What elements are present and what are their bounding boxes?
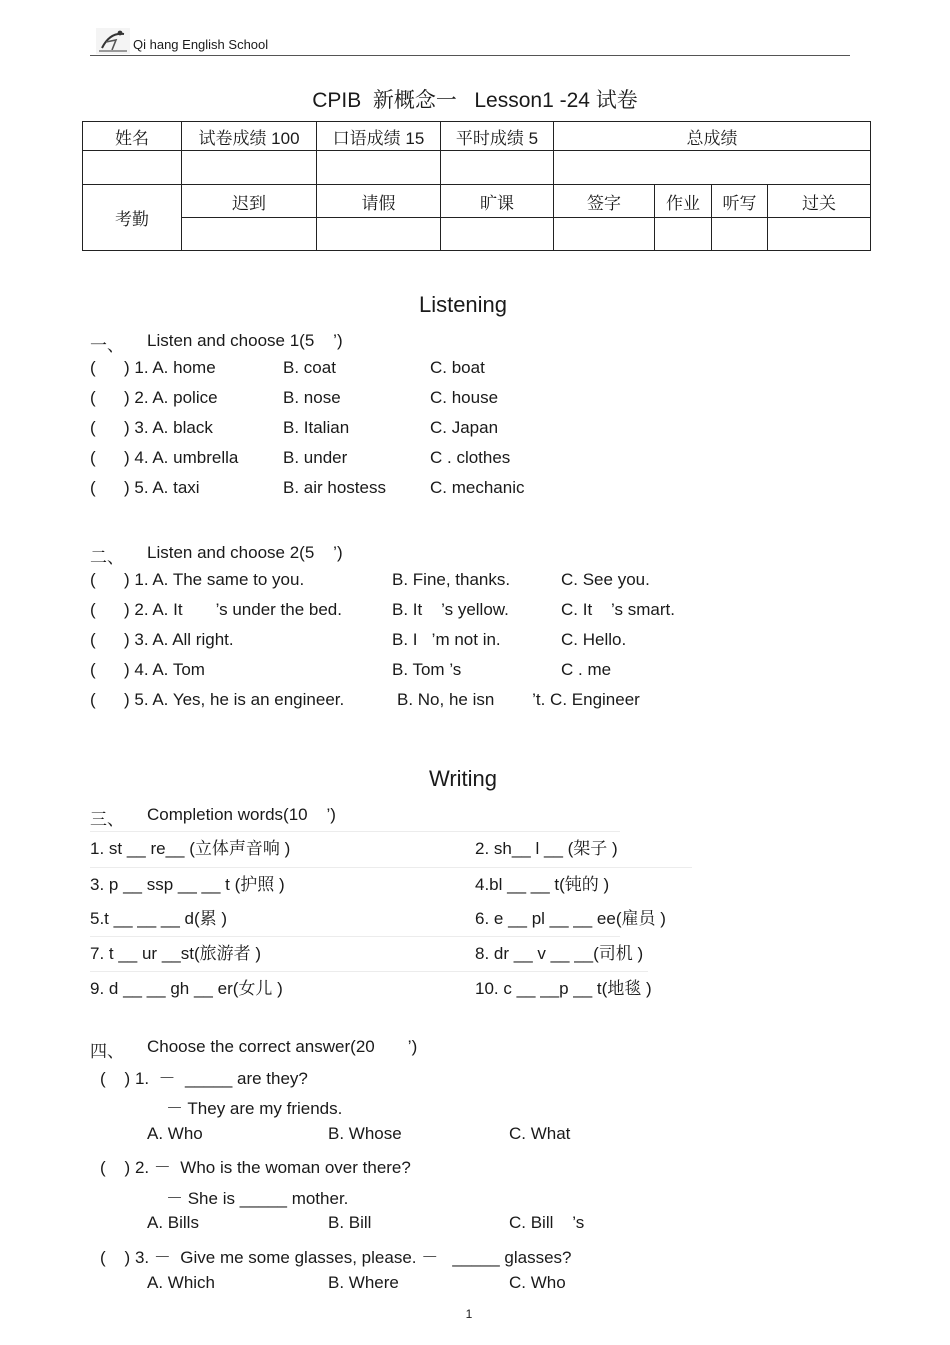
word-9: 9. d __ __ gh __ er(女儿 ) bbox=[90, 979, 283, 998]
p1-q1-b: B. coat bbox=[283, 358, 336, 377]
p4-q1-a: A. Who bbox=[147, 1124, 203, 1143]
part3-label: Completion words(10 ’) bbox=[147, 805, 336, 824]
p4-q1: ( ) 1. － _____ are they? bbox=[100, 1069, 308, 1088]
p2-q2-b: B. It ’s yellow. bbox=[392, 600, 509, 619]
oral-score-cell[interactable] bbox=[317, 151, 441, 185]
row-rule bbox=[90, 936, 620, 937]
p4-q3: ( ) 3. － Give me some glasses, please. － _____ glasses? bbox=[100, 1248, 572, 1267]
word-8: 8. dr __ v __ __(司机 ) bbox=[475, 944, 644, 963]
p4-q1-reply: － They are my friends. bbox=[166, 1099, 343, 1118]
part2-label: Listen and choose 2(5 ’) bbox=[147, 543, 343, 562]
name-header: 姓名 bbox=[83, 122, 182, 151]
p4-q1-b: B. Whose bbox=[328, 1124, 402, 1143]
regular-score-cell[interactable] bbox=[441, 151, 554, 185]
p2-q1-b: B. Fine, thanks. bbox=[392, 570, 511, 589]
p1-q4: ( ) 4. A. umbrella bbox=[90, 448, 239, 467]
p2-q4: ( ) 4. A. Tom bbox=[90, 660, 205, 679]
part2-number: 二、 bbox=[90, 548, 124, 567]
p1-q1: ( ) 1. A. home bbox=[90, 358, 216, 377]
name-cell[interactable] bbox=[83, 151, 182, 185]
late-cell[interactable] bbox=[182, 218, 317, 251]
p4-q2-a: A. Bills bbox=[147, 1213, 199, 1232]
p2-q2-c: C. It ’s smart. bbox=[561, 600, 675, 619]
pass-header: 过关 bbox=[768, 185, 871, 218]
p4-q1-c: C. What bbox=[509, 1124, 571, 1143]
page-title: CPIB 新概念一 Lesson1 -24 试卷 bbox=[312, 89, 638, 112]
p1-q1-c: C. boat bbox=[430, 358, 485, 377]
p2-q3-b: B. I ’m not in. bbox=[392, 630, 501, 649]
p2-q1: ( ) 1. A. The same to you. bbox=[90, 570, 305, 589]
total-score-cell[interactable] bbox=[554, 151, 871, 185]
homework-cell[interactable] bbox=[655, 218, 712, 251]
listening-title: Listening bbox=[418, 292, 508, 317]
p2-q5: ( ) 5. A. Yes, he is an engineer. bbox=[90, 690, 345, 709]
page-header bbox=[90, 26, 850, 56]
part4-number: 四、 bbox=[90, 1042, 124, 1061]
word-7: 7. t __ ur __st(旅游者 ) bbox=[90, 944, 261, 963]
part3-number: 三、 bbox=[90, 810, 124, 829]
p1-q3-b: B. Italian bbox=[283, 418, 350, 437]
p1-q4-b: B. under bbox=[283, 448, 348, 467]
writing-title: Writing bbox=[428, 766, 498, 791]
p4-q3-c: C. Who bbox=[509, 1273, 566, 1292]
p1-q2: ( ) 2. A. police bbox=[90, 388, 218, 407]
p2-q3-c: C. Hello. bbox=[561, 630, 627, 649]
school-name: Qi hang English School bbox=[133, 37, 269, 52]
p2-q3: ( ) 3. A. All right. bbox=[90, 630, 234, 649]
leave-header: 请假 bbox=[317, 185, 441, 218]
pass-cell[interactable] bbox=[768, 218, 871, 251]
p1-q4-c: C . clothes bbox=[430, 448, 511, 467]
dictation-header: 听写 bbox=[712, 185, 768, 218]
late-header: 迟到 bbox=[182, 185, 317, 218]
part1-label: Listen and choose 1(5 ’) bbox=[147, 331, 343, 350]
row-rule bbox=[90, 831, 620, 832]
p1-q5-c: C. mechanic bbox=[430, 478, 525, 497]
part1-number: 一、 bbox=[90, 336, 124, 355]
word-1: 1. st __ re__ (立体声音响 ) bbox=[90, 839, 291, 858]
p4-q2-c: C. Bill ’s bbox=[509, 1213, 585, 1232]
exam-score-header: 试卷成绩 100 bbox=[182, 122, 317, 151]
part4-label: Choose the correct answer(20 ’) bbox=[147, 1037, 418, 1056]
oral-score-header: 口语成绩 15 bbox=[317, 122, 441, 151]
p1-q3-c: C. Japan bbox=[430, 418, 499, 437]
word-10: 10. c __ __p __ t(地毯 ) bbox=[475, 979, 652, 998]
p2-q4-c: C . me bbox=[561, 660, 612, 679]
word-5: 5.t __ __ __ d(累 ) bbox=[90, 909, 228, 928]
p2-q1-c: C. See you. bbox=[561, 570, 650, 589]
word-4: 4.bl __ __ t(钝的 ) bbox=[475, 875, 610, 894]
homework-header: 作业 bbox=[655, 185, 712, 218]
p4-q2-reply: － She is _____ mother. bbox=[166, 1189, 349, 1208]
p1-q3: ( ) 3. A. black bbox=[90, 418, 213, 437]
leave-cell[interactable] bbox=[317, 218, 441, 251]
word-2: 2. sh__ l __ (架子 ) bbox=[475, 839, 618, 858]
row-rule bbox=[90, 971, 648, 972]
word-3: 3. p __ ssp __ __ t (护照 ) bbox=[90, 875, 285, 894]
p4-q2-b: B. Bill bbox=[328, 1213, 372, 1232]
p4-q2: ( ) 2. － Who is the woman over there? bbox=[100, 1158, 411, 1177]
dictation-cell[interactable] bbox=[712, 218, 768, 251]
absent-cell[interactable] bbox=[441, 218, 554, 251]
p2-q4-b: B. Tom ’s bbox=[392, 660, 462, 679]
score-table bbox=[82, 121, 871, 251]
word-6: 6. e __ pl __ __ ee(雇员 ) bbox=[475, 909, 666, 928]
p1-q5-b: B. air hostess bbox=[283, 478, 386, 497]
signature-cell[interactable] bbox=[554, 218, 655, 251]
page-number: 1 bbox=[465, 1307, 473, 1321]
absent-header: 旷课 bbox=[441, 185, 554, 218]
exam-score-cell[interactable] bbox=[182, 151, 317, 185]
p2-q2: ( ) 2. A. It ’s under the bed. bbox=[90, 600, 342, 619]
p1-q5: ( ) 5. A. taxi bbox=[90, 478, 200, 497]
attendance-header: 考勤 bbox=[83, 185, 182, 251]
row-rule bbox=[90, 867, 692, 868]
p4-q3-b: B. Where bbox=[328, 1273, 399, 1292]
signature-header: 签字 bbox=[554, 185, 655, 218]
p1-q2-c: C. house bbox=[430, 388, 499, 407]
regular-score-header: 平时成绩 5 bbox=[441, 122, 554, 151]
p1-q2-b: B. nose bbox=[283, 388, 341, 407]
total-score-header: 总成绩 bbox=[554, 122, 871, 151]
p4-q3-a: A. Which bbox=[147, 1273, 216, 1292]
p2-q5-b: B. No, he isn ’t. C. Engineer bbox=[397, 690, 640, 709]
running-figure-logo bbox=[96, 28, 130, 54]
